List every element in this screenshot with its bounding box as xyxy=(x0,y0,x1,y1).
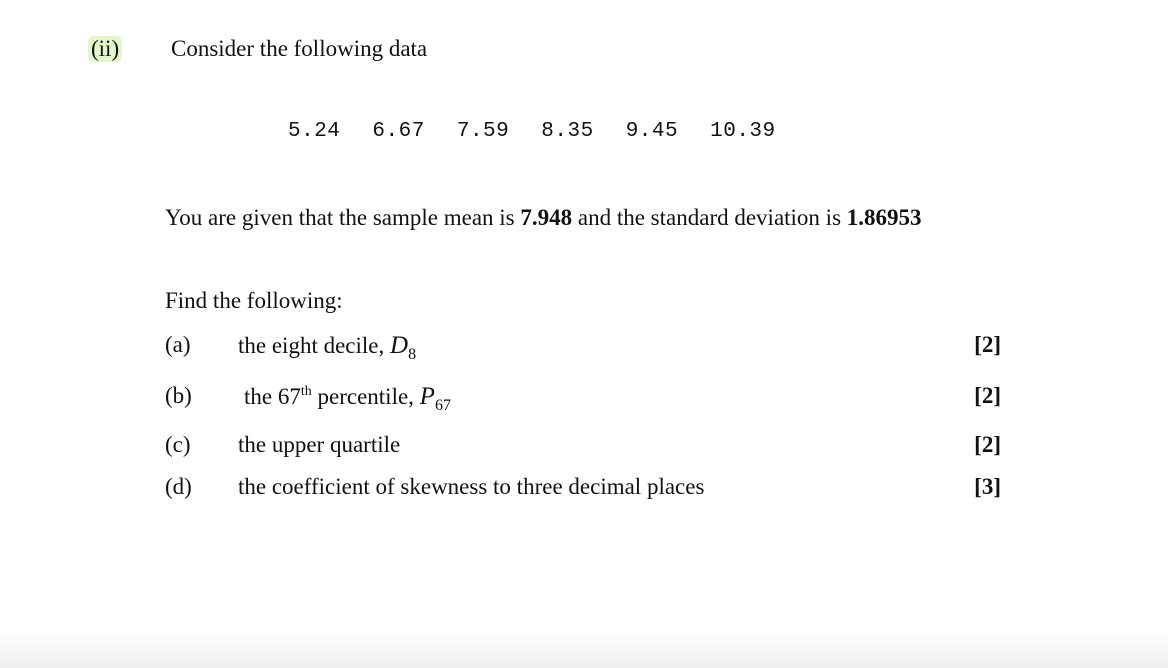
part-a-text: the eight decile, xyxy=(238,333,390,358)
data-value: 9.45 xyxy=(625,120,679,143)
question-intro: Consider the following data xyxy=(171,36,428,61)
percentile-subscript: 67 xyxy=(434,397,451,414)
part-label: (d) xyxy=(165,474,192,499)
data-value: 10.39 xyxy=(710,120,776,143)
given-middle: and the standard deviation is xyxy=(572,205,847,230)
given-prefix: You are given that the sample mean is xyxy=(165,205,521,230)
sample-mean-value: 7.948 xyxy=(520,205,573,230)
part-label: (b) xyxy=(165,383,192,408)
given-statement xyxy=(165,205,922,231)
part-label: (c) xyxy=(165,432,191,457)
data-values-row xyxy=(288,120,776,143)
part-c xyxy=(165,432,1001,462)
part-b-text-before: the 67 xyxy=(244,384,301,409)
data-value: 5.24 xyxy=(288,120,341,143)
standard-deviation-value: 1.86953 xyxy=(846,205,922,230)
ordinal-superscript: th xyxy=(300,384,312,399)
part-text: the coefficient of skewness to three decimal places xyxy=(238,474,705,499)
question-label: (ii) xyxy=(88,36,122,62)
part-text xyxy=(238,332,416,364)
part-text xyxy=(244,383,451,415)
part-marks: [2] xyxy=(974,383,1001,408)
part-b xyxy=(165,383,1001,413)
part-marks: [2] xyxy=(974,332,1001,357)
part-b-text-after: percentile, xyxy=(311,384,420,409)
part-d xyxy=(165,474,1001,504)
data-value: 8.35 xyxy=(541,120,594,143)
bottom-edge-shadow xyxy=(0,628,1168,668)
part-text: the upper quartile xyxy=(238,432,401,457)
decile-symbol: D xyxy=(390,332,409,359)
part-marks: [2] xyxy=(974,432,1001,457)
part-label: (a) xyxy=(165,332,191,357)
part-marks: [3] xyxy=(974,474,1001,499)
find-heading: Find the following: xyxy=(165,288,343,313)
decile-subscript: 8 xyxy=(408,346,417,363)
percentile-symbol: P xyxy=(419,383,435,410)
data-value: 7.59 xyxy=(456,120,510,143)
part-a xyxy=(165,332,1001,362)
data-value: 6.67 xyxy=(372,120,425,143)
